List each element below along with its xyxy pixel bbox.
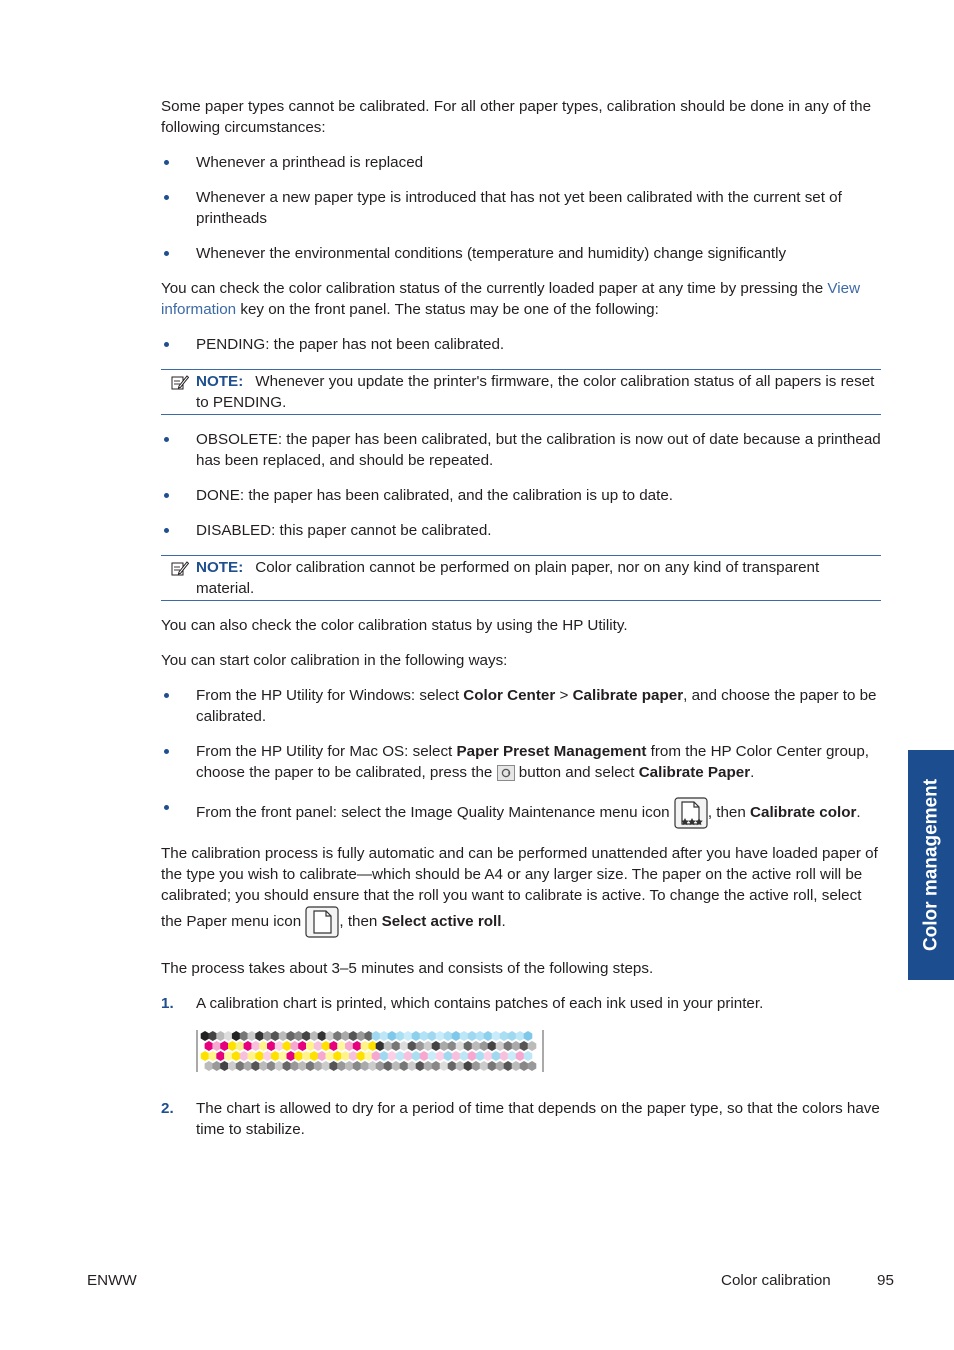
chart-patch [337,1041,346,1051]
note-text: Color calibration cannot be performed on plain paper, nor on any kind of transparent material. [196,559,820,597]
chart-patch [464,1061,473,1071]
chart-patch [259,1041,268,1051]
chart-patch [290,1061,299,1071]
chart-patch [302,1031,311,1041]
chart-patch [232,1051,241,1061]
chart-patch [283,1061,292,1071]
duration-paragraph: The process takes about 3–5 minutes and consists of the following steps. [161,960,654,978]
chart-patch [314,1041,323,1051]
chart-patch [484,1031,493,1041]
chart-patch [516,1051,525,1061]
calibrate-paper-mac-label: Calibrate Paper [638,764,751,781]
process-paragraph: The calibration process is fully automatic and can be performed unattended after you have loaded paper of the type you wish to calibrate—which should be A4 or any larger size. The paper on the active roll will be calibrated; you should ensure that the roll you want to calibrate is active. To change the active roll, select the Paper menu icon , then Select active roll. [161,843,881,938]
chart-patch [341,1031,350,1041]
chart-patch [201,1051,210,1061]
chart-patch [333,1051,342,1061]
chart-patch [248,1031,257,1041]
chart-patch [255,1051,264,1061]
chart-patch [488,1041,497,1051]
chart-patch [372,1051,381,1061]
chart-patch [412,1031,421,1041]
hp-utility-paragraph: You can also check the color calibration status by using the HP Utility. [161,617,628,634]
list-item-windows: From the HP Utility for Windows: select Color Center > Calibrate paper, and choose the paper to be calibrated. [161,685,881,727]
chart-patch [416,1061,425,1071]
chart-patch [428,1031,437,1041]
chart-patch [520,1061,529,1071]
chart-patch [201,1031,210,1041]
step-item [161,993,881,1072]
chart-patch [404,1031,413,1041]
chart-patch [244,1041,253,1051]
chart-patch [349,1051,358,1061]
chart-patch [456,1061,465,1071]
chart-patch [287,1051,296,1061]
status-list [161,334,881,355]
chart-patch [376,1061,385,1071]
chart-patch [448,1061,457,1071]
chart-patch [420,1031,429,1041]
chart-patch [263,1051,272,1061]
chart-patch [357,1031,366,1041]
chart-patch [275,1061,284,1071]
chart-patch [396,1031,405,1041]
page-number: 95 [877,1272,894,1289]
chart-patch [460,1031,469,1041]
chart-patch [388,1031,397,1041]
chart-patch [232,1031,241,1041]
list-item: DONE: the paper has been calibrated, and the calibration is up to date. [161,485,881,506]
chart-patch [357,1051,366,1061]
note-icon [171,374,189,390]
chart-patch [205,1041,214,1051]
chart-patch [271,1051,280,1061]
chart-patch [326,1031,335,1041]
chart-patch [408,1061,417,1071]
list-item: PENDING: the paper has not been calibrated. [161,334,881,355]
chart-patch [524,1051,533,1061]
chart-patch [400,1061,409,1071]
chart-patch [488,1061,497,1071]
list-item: DISABLED: this paper cannot be calibrated. [161,520,881,541]
chart-patch [294,1031,303,1041]
chart-patch [240,1031,249,1041]
chart-patch [236,1061,245,1071]
chart-patch [512,1061,521,1071]
chart-patch [329,1061,338,1071]
paper-preset-management-label: Paper Preset Management [456,743,647,760]
chart-patch [492,1051,501,1061]
chart-patch [302,1051,311,1061]
chart-patch [298,1061,307,1071]
chart-patch [480,1061,489,1071]
chart-patch [504,1061,513,1071]
chart-patch [424,1041,433,1051]
chart-patch [444,1031,453,1041]
chart-patch [388,1051,397,1061]
chart-patch [396,1051,405,1061]
chart-patch [349,1031,358,1041]
chart-patch [310,1051,319,1061]
chart-patch [267,1061,276,1071]
calibration-ways-list [161,685,881,829]
chart-patch [376,1041,385,1051]
chart-patch [337,1061,346,1071]
chart-patch [290,1041,299,1051]
chart-patch [283,1041,292,1051]
chart-patch [212,1061,221,1071]
chart-patch [428,1051,437,1061]
steps-list [161,993,881,1140]
chart-patch [279,1051,288,1061]
chart-patch [392,1061,401,1071]
chart-patch [216,1031,225,1041]
chart-patch [271,1031,280,1041]
chart-patch [310,1031,319,1041]
calibration-chart [196,1030,544,1072]
chart-patch [440,1041,449,1051]
chart-patch [326,1051,335,1061]
calibrate-paper-label: Calibrate paper [572,687,684,704]
chart-patch [412,1051,421,1061]
chart-patch [372,1031,381,1041]
chart-patch [432,1061,441,1071]
chart-patch [345,1061,354,1071]
list-item: Whenever a new paper type is introduced that has not yet been calibrated with the current set of printheads [161,187,881,229]
chart-patch [500,1031,509,1041]
status-paragraph: You can check the color calibration status of the currently loaded paper at any time by pressing the View information key on the front panel. The status may be one of the following: [161,280,861,318]
chart-patch [318,1031,327,1041]
chart-patch [448,1041,457,1051]
chart-patch [464,1041,473,1051]
chart-patch [472,1061,481,1071]
chart-patch [476,1051,485,1061]
note-label: NOTE: [196,559,244,576]
chart-patch [244,1061,253,1071]
chart-patch [251,1041,260,1051]
chart-patch [212,1041,221,1051]
chart-patch [484,1051,493,1061]
color-center-label: Color Center [463,687,556,704]
circumstances-list [161,152,881,264]
chart-patch [306,1041,315,1051]
chart-patch [392,1041,401,1051]
chart-patch [456,1041,465,1051]
footer-left: ENWW [87,1272,137,1289]
chart-patch [263,1031,272,1041]
chart-patch [209,1031,218,1041]
chart-patch [452,1031,461,1041]
list-item: Whenever a printhead is replaced [161,152,881,173]
chart-patch [341,1051,350,1061]
chart-patch [496,1041,505,1051]
chart-patch [424,1061,433,1071]
step-number: 2. [161,1100,174,1118]
chart-patch [314,1061,323,1071]
chart-patch [228,1061,237,1071]
chart-patch [528,1041,537,1051]
chart-patch [228,1041,237,1051]
chart-patch [468,1031,477,1041]
chart-patch [216,1051,225,1061]
chart-patch [436,1051,445,1061]
chart-patch [492,1031,501,1041]
chart-patch [440,1061,449,1071]
chart-patch [452,1051,461,1061]
step-item [161,1098,881,1140]
chart-patch [496,1061,505,1071]
list-item: OBSOLETE: the paper has been calibrated, but the calibration is now out of date because a printhead has been replaced, and should be repeated. [161,429,881,471]
chart-patch [220,1061,229,1071]
chart-patch [220,1041,229,1051]
chart-patch [287,1031,296,1041]
chart-patch [404,1051,413,1061]
chart-patch [259,1061,268,1071]
chart-patch [248,1051,257,1061]
chart-patch [361,1061,370,1071]
chart-patch [306,1061,315,1071]
note-firmware [161,369,881,415]
chart-patch [400,1041,409,1051]
chart-patch [528,1061,537,1071]
chart-patch [432,1041,441,1051]
chart-patch [420,1051,429,1061]
chart-patch [472,1041,481,1051]
chart-patch [236,1041,245,1051]
chart-patch [444,1051,453,1061]
note-icon [171,560,189,576]
chart-patch [508,1051,517,1061]
step-text: The chart is allowed to dry for a period of time that depends on the paper type, so that the colors have time to stabilize. [196,1100,880,1139]
chart-patch [476,1031,485,1041]
page-content [161,96,881,1154]
chart-patch [279,1031,288,1041]
chart-patch [520,1041,529,1051]
note-text: Whenever you update the printer's firmware, the color calibration status of all papers is reset to PENDING. [196,373,875,411]
chart-patch [255,1031,264,1041]
chart-patch [267,1041,276,1051]
chart-patch [384,1041,393,1051]
chart-patch [298,1041,307,1051]
chart-patch [504,1041,513,1051]
chart-patch [322,1041,331,1051]
calibrate-color-label: Calibrate color [750,804,857,822]
chart-patch [224,1031,233,1041]
chart-patch [333,1031,342,1041]
list-item: Whenever the environmental conditions (temperature and humidity) change significantly [161,243,881,264]
chart-patch [361,1041,370,1051]
chart-patch [275,1041,284,1051]
chart-patch [468,1051,477,1061]
chart-patch [294,1051,303,1061]
step-text: A calibration chart is printed, which contains patches of each ink used in your printer. [196,995,764,1013]
step-number: 1. [161,995,174,1013]
chart-patch [251,1061,260,1071]
note-plain-paper [161,555,881,601]
side-tab-label: Color management [920,778,942,952]
chart-patch [436,1031,445,1041]
footer-section: Color calibration [721,1272,831,1289]
chart-patch [512,1041,521,1051]
image-quality-maintenance-icon [674,797,708,829]
chart-patch [460,1051,469,1061]
chart-patch [318,1051,327,1061]
chart-patch [322,1061,331,1071]
chart-patch [524,1031,533,1041]
chart-patch [353,1061,362,1071]
chart-patch [380,1051,389,1061]
note-label: NOTE: [196,373,244,390]
chart-patch [209,1051,218,1061]
chart-patch [224,1051,233,1061]
list-item-mac: From the HP Utility for Mac OS: select Paper Preset Management from the HP Color Center group, choose the paper to be calibrated, press the button and select Calibrate Paper. [161,741,881,783]
side-tab [908,750,954,980]
chart-patch [508,1031,517,1041]
chart-patch [480,1041,489,1051]
color-center-button-icon [497,765,515,781]
chart-patch [416,1041,425,1051]
chart-patch [353,1041,362,1051]
paper-menu-icon [305,906,339,938]
start-paragraph: You can start color calibration in the following ways: [161,652,508,669]
select-active-roll-label: Select active roll [381,913,502,931]
list-item-front-panel: From the front panel: select the Image Quality Maintenance menu icon , then Calibrate color. [161,797,881,829]
status-list-more [161,429,881,541]
chart-patch [205,1061,214,1071]
chart-patch [380,1031,389,1041]
chart-patch [516,1031,525,1041]
chart-patch [329,1041,338,1051]
chart-patch [384,1061,393,1071]
view-information-link[interactable]: View information [161,280,861,318]
intro-paragraph: Some paper types cannot be calibrated. For all other paper types, calibration should be done in any of the following circumstances: [161,98,872,136]
chart-patch [240,1051,249,1061]
calibration-chart-image [196,1030,544,1072]
chart-patch [500,1051,509,1061]
chart-patch [408,1041,417,1051]
chart-patch [345,1041,354,1051]
